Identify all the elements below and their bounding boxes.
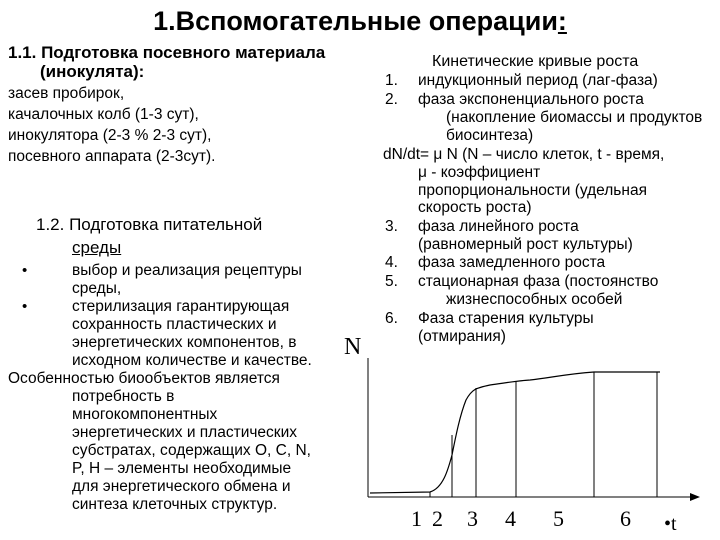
bullet-2-line: исходном количестве и качестве. <box>72 352 312 369</box>
feature-line: энергетических и пластических <box>72 424 297 441</box>
x-axis-label <box>664 513 677 536</box>
list-item-line: Фаза старения культуры <box>418 310 594 327</box>
list-item-line: (накопление биомассы и продуктов <box>446 109 703 126</box>
phase-label: 5 <box>553 506 564 531</box>
list-number: 6. <box>385 310 398 327</box>
list-number: 3. <box>385 218 398 235</box>
section-1-1-line: качалочных колб (1-3 сут), <box>8 106 199 123</box>
feature-line: субстратах, содержащих O, C, N, <box>72 442 311 459</box>
feature-line: синтеза клеточных структур. <box>72 496 278 513</box>
bullet-mark: • <box>22 298 28 315</box>
list-number: 5. <box>385 273 398 290</box>
y-axis-label: N <box>344 334 362 360</box>
section-1-2-heading-cont: среды <box>72 238 122 257</box>
list-item-line: биосинтеза) <box>446 127 534 144</box>
bullet-mark: • <box>22 262 28 279</box>
phase-label: 2 <box>432 506 443 531</box>
section-1-1-line: посевного аппарата (2-3сут). <box>8 148 216 165</box>
x-axis-bullet: • <box>664 513 672 535</box>
bullet-2-line: сохранность пластических и <box>72 316 277 333</box>
growth-curve <box>370 372 660 493</box>
list-item-line: (отмирания) <box>418 328 506 345</box>
x-axis-arrow <box>690 493 700 501</box>
phase-label: 1 <box>411 506 422 531</box>
section-1-1-heading-cont: (инокулята): <box>40 62 145 81</box>
list-item-line: (равномерный рост культуры) <box>418 236 633 253</box>
bullet-1-line: выбор и реализация рецептуры <box>72 262 302 279</box>
title-colon: : <box>557 6 567 36</box>
feature-line: многокомпонентных <box>72 406 218 423</box>
section-1-1-line: засев пробирок, <box>8 85 125 102</box>
list-item-line: индукционный период (лаг-фаза) <box>418 72 658 89</box>
list-item-line: фаза экспоненциального роста <box>418 91 644 108</box>
phase-label: 3 <box>467 506 478 531</box>
list-item-line: стационарная фаза (постоянство <box>418 273 659 290</box>
x-axis-label-text: t <box>671 513 677 535</box>
phase-label: 4 <box>505 506 516 531</box>
kinetic-curves-heading: Кинетические кривые роста <box>432 53 639 70</box>
bullet-2-line: стерилизация гарантирующая <box>72 298 290 315</box>
phase-label: 6 <box>620 506 631 531</box>
formula-line: dN/dt= μ N (N – число клеток, t - время, <box>383 146 665 163</box>
list-item-line: фаза замедленного роста <box>418 254 606 271</box>
section-1-2-heading: 1.2. Подготовка питательной <box>36 215 263 234</box>
formula-line: μ - коэффициент <box>418 164 541 181</box>
title-text: 1.Вспомогательные операции <box>153 6 558 36</box>
bullet-1-line: среды, <box>72 280 122 297</box>
list-item-line: фаза линейного роста <box>418 218 579 235</box>
feature-line: для энергетического обмена и <box>72 478 291 495</box>
list-number: 4. <box>385 254 398 271</box>
list-item-line: жизнеспособных особей <box>446 291 623 308</box>
section-1-1-heading: 1.1. Подготовка посевного материала <box>8 43 326 62</box>
feature-line: потребность в <box>72 388 175 405</box>
bullet-2-line: энергетических компонентов, в <box>72 334 297 351</box>
feature-line: Особенностью биообъектов является <box>8 370 280 387</box>
section-1-1-line: инокулятора (2-3 % 2-3 сут), <box>8 127 212 144</box>
list-number: 2. <box>385 91 398 108</box>
formula-line: пропорциональности (удельная <box>418 182 647 199</box>
formula-line: скорость роста) <box>418 199 532 216</box>
feature-line: P, H – элементы необходимые <box>72 460 292 477</box>
list-number: 1. <box>385 72 398 89</box>
